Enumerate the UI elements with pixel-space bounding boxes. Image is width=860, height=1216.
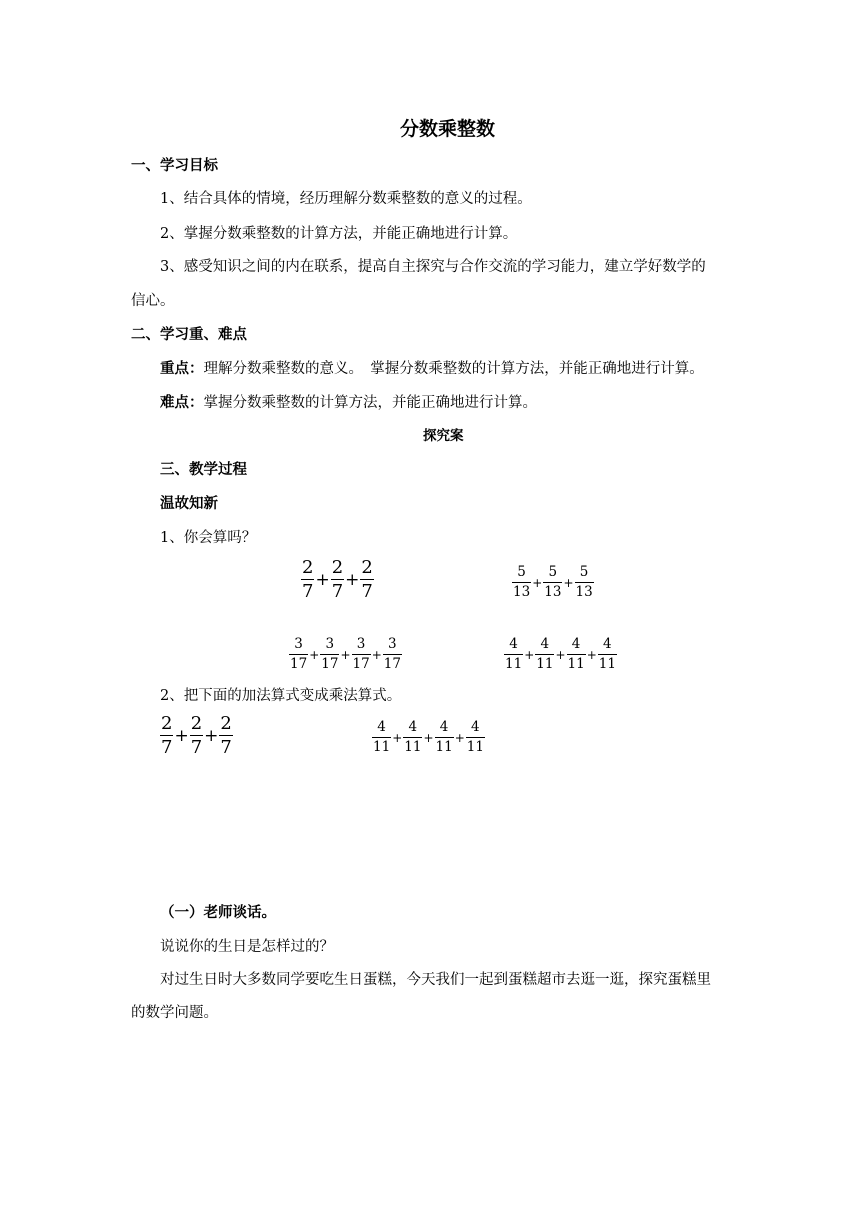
fraction [567,638,586,671]
talk-paragraph-line-1: 对过生日时大多数同学要吃生日蛋糕，今天我们一起到蛋糕超市去逛一逛，探究蛋糕里 [160,972,711,988]
fraction [331,559,344,601]
key-point-line [160,362,704,377]
fraction [512,566,531,599]
numerator: 3 [356,636,366,652]
plus-sign: + [532,575,543,590]
question-1: 1、你会算吗？ [160,530,257,546]
fraction [575,566,594,599]
fraction [466,721,485,754]
process-heading: 三、教学过程 [160,461,247,478]
objectives-heading: 一、学习目标 [131,157,218,174]
objective-1: 1、结合具体的情境，经历理解分数乘整数的意义的过程。 [160,191,532,207]
plus-sign: + [555,647,566,662]
plus-sign: + [204,725,219,746]
numerator: 4 [377,719,386,735]
fraction [598,638,617,671]
fraction [403,721,422,754]
fraction [535,638,554,671]
denominator: 7 [361,581,373,602]
talk-heading: （一）老师谈话。 [160,904,276,921]
page-title: 分数乘整数 [400,118,496,140]
numerator: 2 [331,557,344,578]
difficulty-text: 掌握分数乘整数的计算方法，并能正确地进行计算。 [203,395,537,411]
denominator: 11 [466,738,484,755]
difficulty-label: 难点： [160,394,204,411]
fraction [190,715,203,757]
fraction [435,721,454,754]
plus-sign: + [340,647,351,662]
denominator: 13 [513,583,531,600]
key-label: 重点： [160,360,204,377]
numerator: 2 [161,713,173,734]
question-2: 2、把下面的加法算式变成乘法算式。 [160,688,402,704]
fraction [160,715,173,757]
explore-heading: 探究案 [423,428,464,444]
fraction [543,566,562,599]
plus-sign: + [345,569,360,590]
numerator: 5 [579,564,589,580]
numerator: 4 [540,636,550,652]
denominator: 17 [290,655,308,672]
denominator: 11 [536,655,554,672]
denominator: 7 [220,737,232,758]
numerator: 4 [509,636,518,652]
numerator: 4 [603,636,612,652]
denominator: 17 [383,655,401,672]
fraction [504,638,523,671]
denominator: 17 [321,655,339,672]
denominator: 17 [352,655,370,672]
numerator: 2 [190,713,203,734]
denominator: 7 [190,737,203,758]
numerator: 2 [361,557,373,578]
numerator: 3 [294,636,303,652]
denominator: 11 [435,738,453,755]
plus-sign: + [371,647,382,662]
numerator: 4 [408,719,418,735]
q1-expression-d [504,638,617,671]
q1-expression-b [512,566,594,599]
denominator: 11 [598,655,616,672]
denominator: 13 [575,583,593,600]
talk-paragraph-line-2: 的数学问题。 [131,1005,218,1021]
numerator: 4 [471,719,480,735]
q1-expression-a [301,559,374,601]
plus-sign: + [174,725,189,746]
q1-expression-c [289,638,402,671]
objective-2: 2、掌握分数乘整数的计算方法，并能正确地进行计算。 [160,226,518,242]
numerator: 2 [302,557,314,578]
denominator: 7 [331,581,344,602]
plus-sign: + [392,730,403,745]
numerator: 4 [571,636,581,652]
key-text: 理解分数乘整数的意义。 掌握分数乘整数的计算方法，并能正确地进行计算。 [203,361,704,377]
plus-sign: + [454,730,465,745]
denominator: 11 [505,655,523,672]
fraction [372,721,391,754]
plus-sign: + [423,730,434,745]
denominator: 13 [544,583,562,600]
plus-sign: + [309,647,320,662]
fraction [320,638,339,671]
fraction [289,638,308,671]
fraction [352,638,371,671]
plus-sign: + [315,569,330,590]
fraction [360,559,373,601]
numerator: 4 [439,719,449,735]
plus-sign: + [524,647,535,662]
numerator: 3 [325,636,335,652]
fraction [301,559,314,601]
difficulty-line [160,396,537,411]
fraction [383,638,402,671]
review-heading: 温故知新 [160,495,218,512]
denominator: 11 [404,738,422,755]
q2-expression-b [372,721,485,754]
q2-expression-a [160,715,233,757]
keypoints-heading: 二、学习重、难点 [131,326,247,343]
objective-3-line-1: 3、感受知识之间的内在联系，提高自主探究与合作交流的学习能力，建立学好数学的 [160,259,706,275]
denominator: 11 [567,655,585,672]
denominator: 7 [161,737,173,758]
fraction [219,715,232,757]
numerator: 3 [388,636,397,652]
numerator: 2 [220,713,232,734]
numerator: 5 [548,564,558,580]
numerator: 5 [517,564,526,580]
plus-sign: + [563,575,574,590]
denominator: 11 [373,738,391,755]
talk-question: 说说你的生日是怎样过的？ [160,939,334,955]
denominator: 7 [302,581,314,602]
objective-3-line-2: 信心。 [131,293,175,309]
plus-sign: + [586,647,597,662]
